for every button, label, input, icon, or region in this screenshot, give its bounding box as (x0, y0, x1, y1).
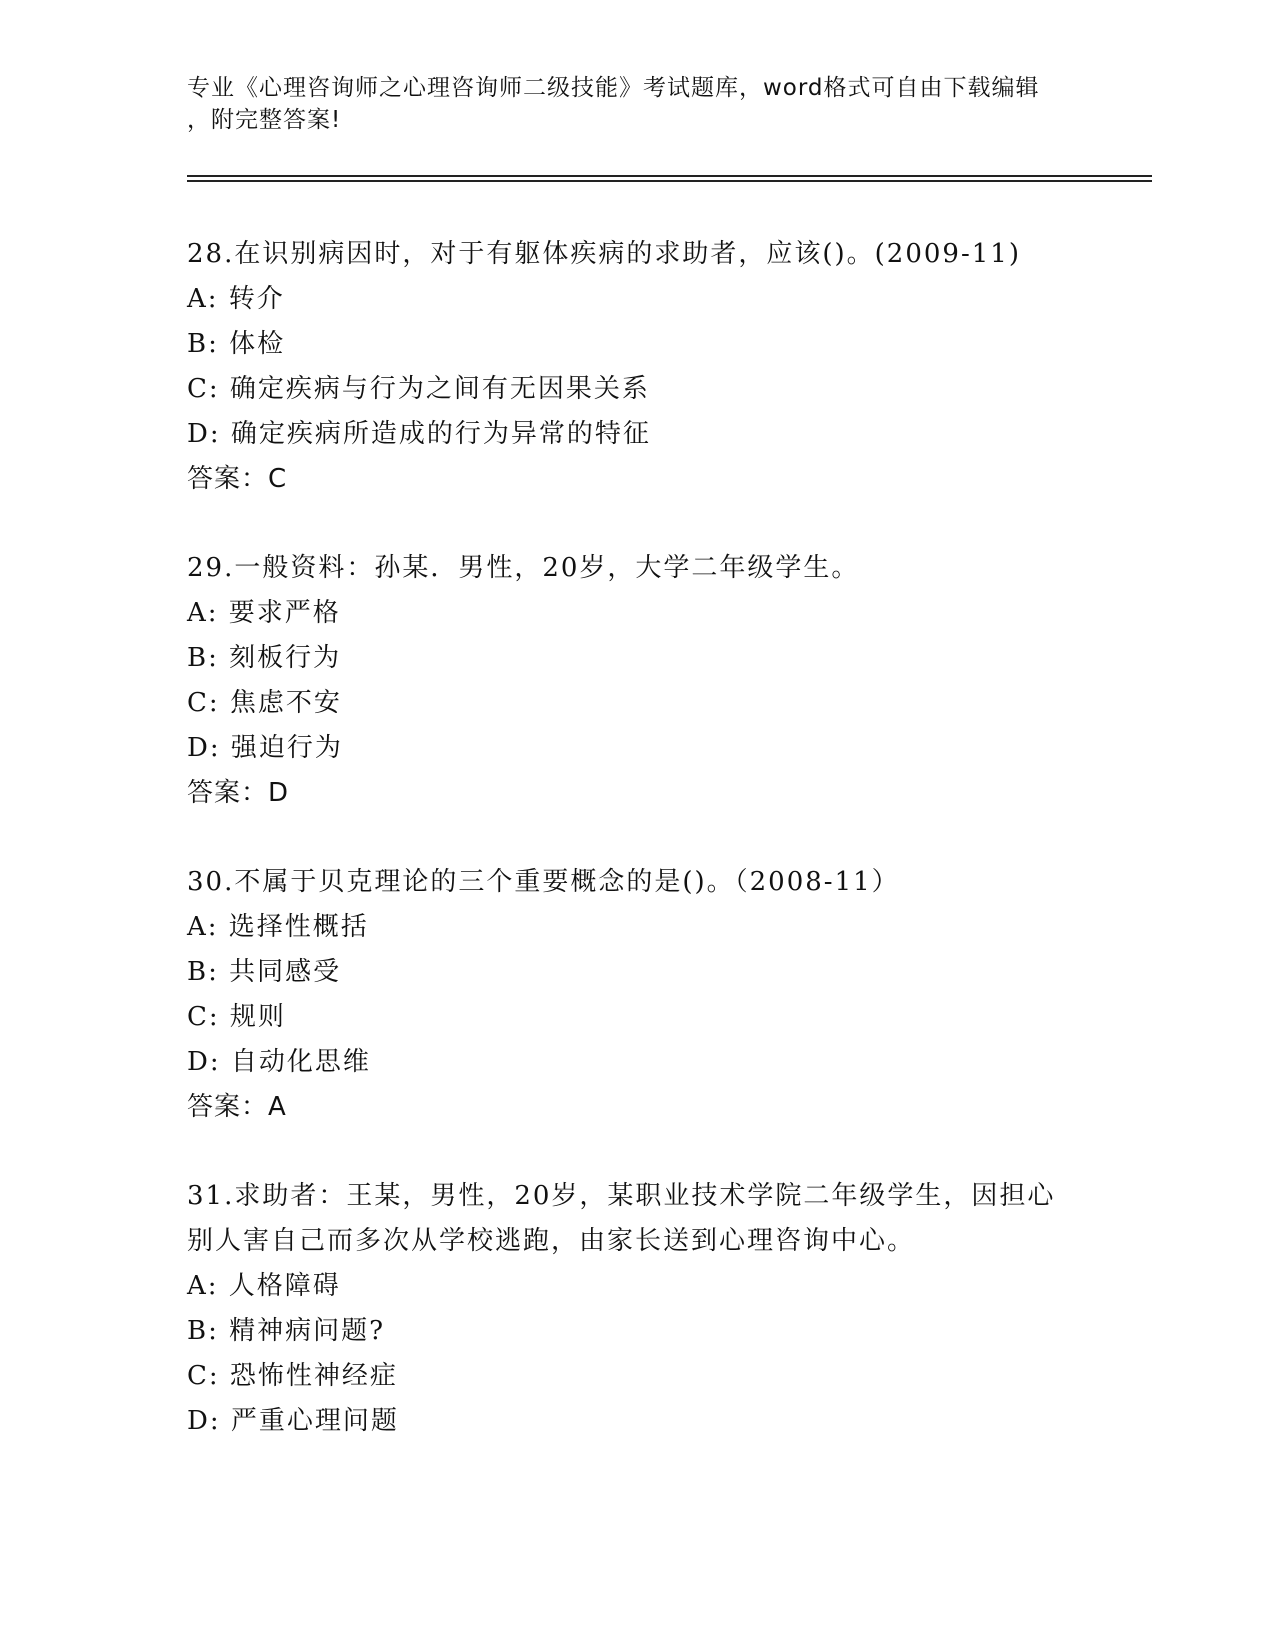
option-a: A: 转介 (187, 284, 285, 314)
option-c: C: 恐怖性神经症 (187, 1361, 398, 1391)
answer: 答案：D (187, 778, 290, 808)
option-b: B: 体检 (187, 329, 286, 359)
question-stem: 29.一般资料：孙某．男性，20岁，大学二年级学生。 (187, 553, 860, 583)
header-rule-top (187, 175, 1152, 177)
header-rule-bottom (187, 180, 1152, 182)
option-b: B: 刻板行为 (187, 643, 342, 673)
header-line-1: 专业《心理咨询师之心理咨询师二级技能》考试题库，word格式可自由下载编辑 (187, 75, 1040, 101)
question-28 (187, 232, 1087, 502)
option-c: C: 确定疾病与行为之间有无因果关系 (187, 374, 650, 404)
option-c: C: 焦虑不安 (187, 688, 342, 718)
question-stem-line-2: 别人害自己而多次从学校逃跑，由家长送到心理咨询中心。 (187, 1226, 916, 1256)
option-a: A: 要求严格 (187, 598, 341, 628)
option-d: D: 严重心理问题 (187, 1406, 399, 1436)
answer: 答案：A (187, 1092, 287, 1122)
question-stem: 28.在识别病因时，对于有躯体疾病的求助者，应该()。(2009-11) (187, 239, 1021, 269)
option-d: D: 确定疾病所造成的行为异常的特征 (187, 419, 651, 449)
option-a: A: 人格障碍 (187, 1271, 341, 1301)
question-31 (187, 1174, 1087, 1444)
option-a: A: 选择性概括 (187, 912, 369, 942)
question-29 (187, 546, 1087, 816)
document-header (187, 72, 1067, 136)
question-stem: 30.不属于贝克理论的三个重要概念的是()。（2008-11） (187, 867, 900, 897)
option-d: D: 自动化思维 (187, 1047, 371, 1077)
option-b: B: 精神病问题? (187, 1316, 386, 1346)
question-30 (187, 860, 1087, 1130)
option-d: D: 强迫行为 (187, 733, 343, 763)
option-c: C: 规则 (187, 1002, 286, 1032)
header-line-2: ，附完整答案! (187, 107, 342, 133)
option-b: B: 共同感受 (187, 957, 342, 987)
answer: 答案：C (187, 464, 288, 494)
question-stem-line-1: 31.求助者：王某，男性，20岁，某职业技术学院二年级学生，因担心 (187, 1181, 1056, 1211)
